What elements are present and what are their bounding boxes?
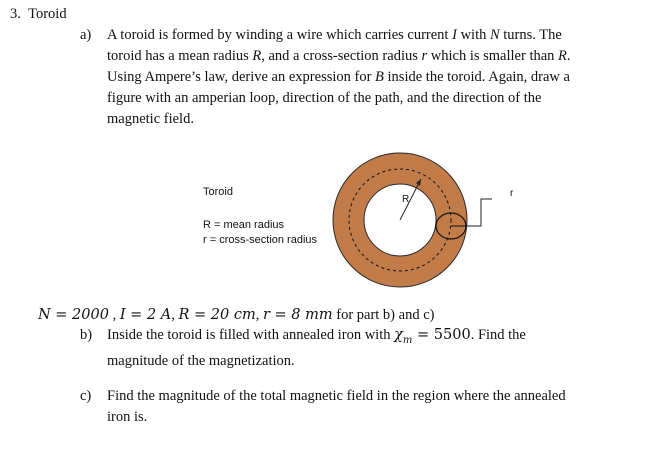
part-b-line-2: magnitude of the magnetization. xyxy=(107,352,295,369)
given-I: I = 2 A xyxy=(119,307,172,323)
toroid-figure xyxy=(320,150,520,290)
part-a-line-2: toroid has a mean radius R, and a cross-section radius r which is smaller than R. xyxy=(107,48,571,64)
part-c-line-1: Find the magnitude of the total magnetic field in the region where the annealed xyxy=(107,388,566,404)
problem-title: Toroid xyxy=(28,6,67,22)
part-b-line-1: Inside the toroid is filled with annealed iron with $\chi_m = 5500$. Find the xyxy=(107,327,526,346)
cross-section-r-label: r xyxy=(510,188,514,199)
part-a-text xyxy=(107,25,637,130)
part-c-label: c) xyxy=(80,388,92,404)
part-c-text xyxy=(107,386,637,428)
part-a-line-1: A toroid is formed by winding a wire which carries current I with N turns. The xyxy=(107,27,562,43)
legend-cross-section-radius: r = cross-section radius xyxy=(203,234,318,246)
problem-heading xyxy=(10,4,67,25)
part-a-label: a) xyxy=(80,27,92,43)
part-c-line-2: iron is. xyxy=(107,409,148,425)
figure-title: Toroid xyxy=(203,186,233,198)
part-b-text xyxy=(107,325,637,372)
part-b-label: b) xyxy=(80,327,93,343)
part-a-line-5: magnetic field. xyxy=(107,111,194,127)
problem-number: 3. xyxy=(10,6,21,22)
given-values: N = 2000 , I = 2 A, R = 20 cm, r = 8 mm for part b) and c) xyxy=(38,307,435,323)
radius-R-label: R xyxy=(402,194,410,205)
part-a-line-4: figure with an amperian loop, direction of the path, and the direction of the xyxy=(107,90,542,106)
given-r: r = 8 mm xyxy=(262,307,333,323)
cross-section-leader xyxy=(466,199,492,226)
legend-mean-radius: R = mean radius xyxy=(203,219,285,231)
given-N: N = 2000 xyxy=(38,307,109,323)
part-a-line-3: Using Ampere’s law, derive an expression for B inside the toroid. Again, draw a xyxy=(107,69,570,85)
given-R: R = 20 cm xyxy=(178,307,256,323)
